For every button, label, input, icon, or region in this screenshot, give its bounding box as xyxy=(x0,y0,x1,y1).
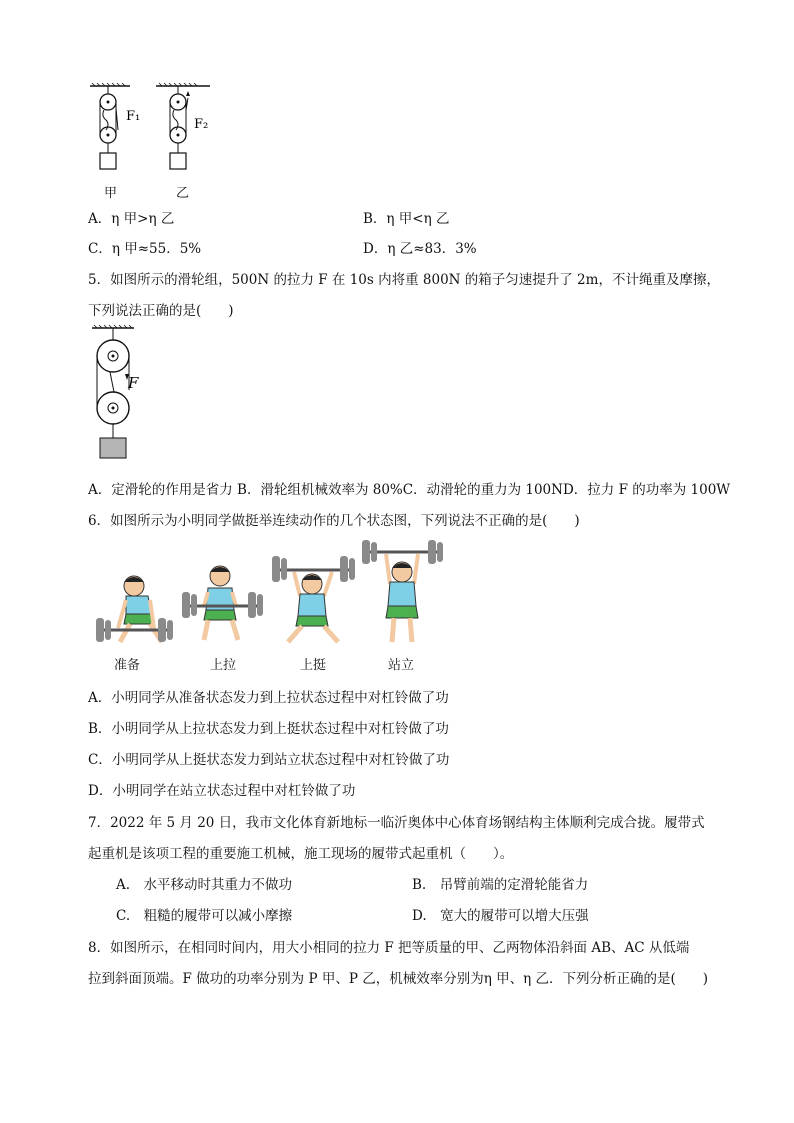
q8-stem-line1: 8．如图所示，在相同时间内，用大小相同的拉力 F 把等质量的甲、乙两物体沿斜面 AB、AC 从低端 xyxy=(88,940,690,956)
caption-pull: 上拉 xyxy=(210,658,237,673)
q6-option-a: A．小明同学从准备状态发力到上拉状态过程中对杠铃做了功 xyxy=(88,690,449,706)
q5-stem-line2: 下列说法正确的是( ) xyxy=(88,303,234,319)
q4-option-c: C．η 甲≈55．5% xyxy=(88,241,202,257)
lifter-jerk xyxy=(272,556,355,642)
lifter-stand xyxy=(362,540,443,642)
caption-yi: 乙 xyxy=(176,186,190,201)
caption-stand: 站立 xyxy=(388,658,415,673)
label-f: F xyxy=(128,374,139,392)
lifter-pull xyxy=(182,566,263,640)
weightlifting-figure xyxy=(92,538,452,648)
q4-option-b: B．η 甲<η 乙 xyxy=(363,211,450,227)
q4-option-a: A．η 甲>η 乙 xyxy=(88,211,175,227)
label-f1: F₁ xyxy=(126,109,141,124)
q4-option-d: D．η 乙≈83．3% xyxy=(363,241,477,257)
q7-option-c: C. 粗糙的履带可以减小摩擦 xyxy=(116,908,293,924)
q6-option-c: C．小明同学从上挺状态发力到站立状态过程中对杠铃做了功 xyxy=(88,752,450,768)
q6-option-b: B．小明同学从上拉状态发力到上挺状态过程中对杠铃做了功 xyxy=(88,721,449,737)
pulley-figure-q4 xyxy=(86,80,221,198)
q6-stem: 6．如图所示为小明同学做挺举连续动作的几个状态图，下列说法不正确的是( ) xyxy=(88,513,580,529)
q5-stem-line1: 5．如图所示的滑轮组，500N 的拉力 F 在 10s 内将重 800N 的箱子匀速提升了 2m，不计绳重及摩擦， xyxy=(88,272,720,288)
label-f2: F₂ xyxy=(194,117,209,132)
q7-stem-line2: 起重机是该项工程的重要施工机械，施工现场的履带式起重机（ ）。 xyxy=(88,846,514,862)
q7-option-a: A. 水平移动时其重力不做功 xyxy=(116,877,293,893)
q7-option-d: D. 宽大的履带可以增大压强 xyxy=(412,908,589,924)
q8-stem-line2: 拉到斜面顶端。F 做功的功率分别为 P 甲、P 乙，机械效率分别为η 甲、η 乙．下列分析正确的是( ) xyxy=(88,971,708,987)
caption-ready: 准备 xyxy=(114,658,141,673)
pulley-figure-q5 xyxy=(88,322,158,462)
q7-option-b: B. 吊臂前端的定滑轮能省力 xyxy=(412,877,589,893)
lifter-ready xyxy=(96,576,173,642)
caption-jerk: 上挺 xyxy=(300,658,327,673)
caption-jia: 甲 xyxy=(104,186,118,201)
q5-options: A．定滑轮的作用是省力 B．滑轮组机械效率为 80%C．动滑轮的重力为 100ND．拉力 F 的功率为 100W xyxy=(88,482,731,498)
q6-option-d: D．小明同学在站立状态过程中对杠铃做了功 xyxy=(88,783,356,799)
q7-stem-line1: 7．2022 年 5 月 20 日，我市文化体育新地标一临沂奥体中心体育场钢结构主体顺利完成合拢。履带式 xyxy=(88,815,705,831)
